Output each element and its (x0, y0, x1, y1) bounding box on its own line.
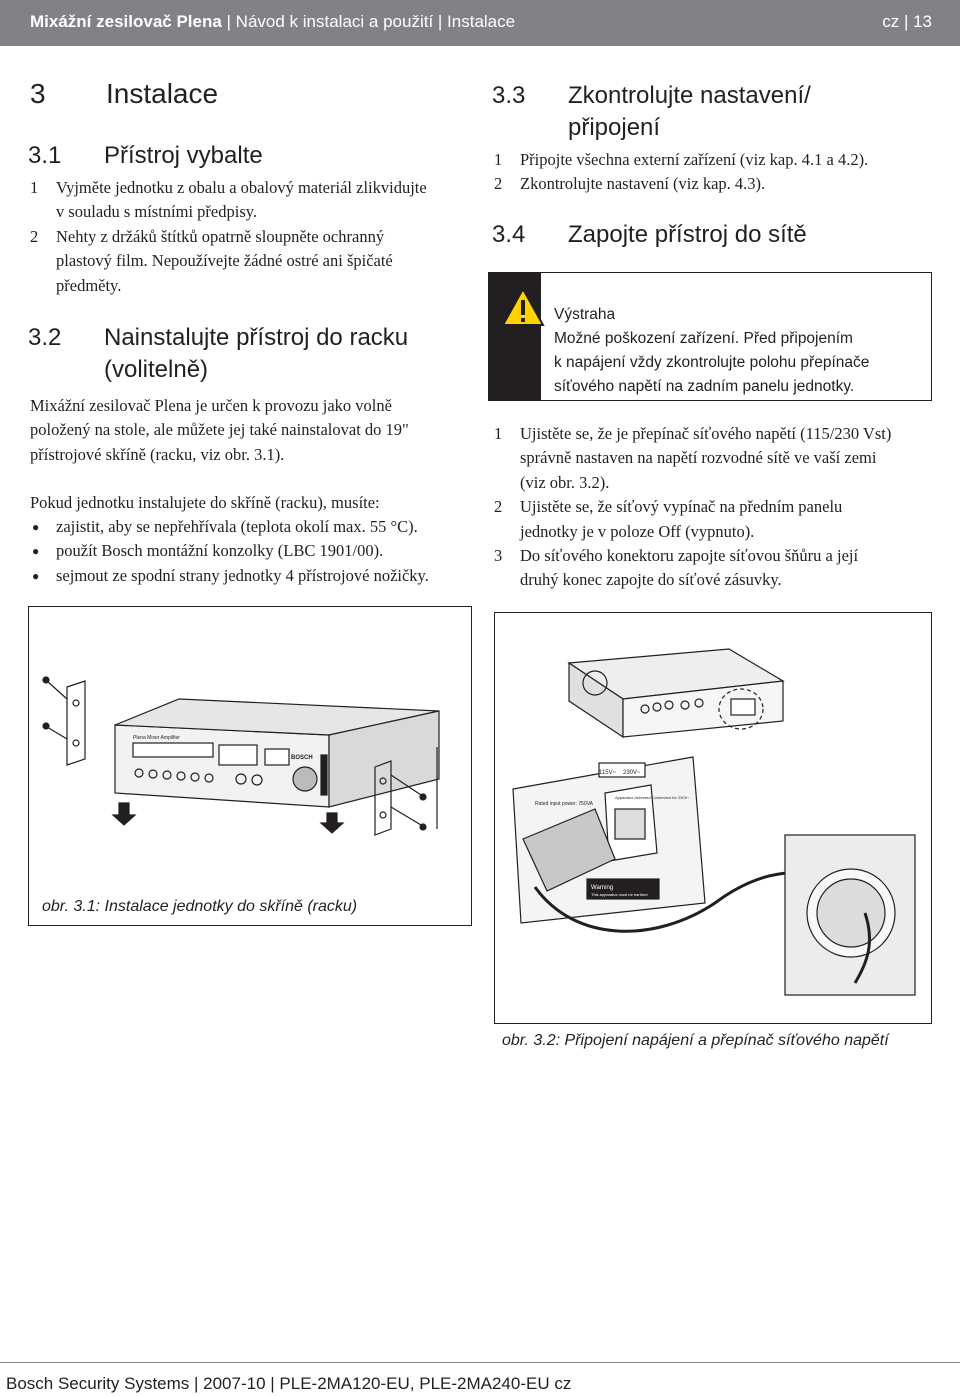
section-3-4-steps (494, 422, 939, 593)
section-3-number: 3 (30, 78, 46, 109)
figure-3-1 (28, 606, 472, 926)
step-line: druhý konec zapojte do síťové zásuvky. (520, 570, 782, 590)
section-3-4-heading (492, 219, 932, 251)
list-item (30, 564, 475, 588)
list-item (30, 176, 470, 225)
warning-line: Možné poškození zařízení. Před připojením (554, 330, 853, 347)
step-line: v souladu s místními předpisy. (56, 202, 258, 222)
header-page (882, 12, 932, 32)
section-3-2-bullets (30, 515, 475, 588)
figure-3-2-caption: obr. 3.2: Připojení napájení a přepínač síťového napětí (502, 1032, 889, 1049)
step-line: předměty. (56, 275, 122, 295)
section-3-3-heading (492, 80, 932, 146)
section-3-2-title-line2: (volitelně) (104, 356, 209, 383)
section-3-2-intro (30, 394, 470, 467)
section-3-2-requirement: Pokud jednotku instalujete do skříně (racku), musíte: (30, 493, 380, 512)
page-header (0, 0, 960, 46)
list-item (494, 495, 939, 544)
step-number: 1 (494, 150, 503, 169)
bullet-text: zajistit, aby se nepřehřívala (teplota okolí max. 55 °C). (56, 517, 418, 536)
section-3-4-title: Zapojte přístroj do sítě (568, 221, 807, 248)
bullet-dot: ● (32, 568, 40, 583)
section-3-3-title-line2: připojení (568, 114, 661, 141)
step-line: Do síťového konektoru zapojte síťovou šňůru a její (520, 546, 859, 566)
list-item (494, 544, 939, 593)
section-3-2-number: 3.2 (28, 324, 62, 351)
section-3-heading (30, 78, 430, 114)
warning-text (554, 303, 869, 399)
warning-line: k napájení vždy zkontrolujte polohu přepínače (554, 354, 870, 371)
section-3-3-title-line1: Zkontrolujte nastavení/ (568, 82, 811, 109)
figure-3-1-caption: obr. 3.1: Instalace jednotky do skříně (racku) (42, 898, 358, 915)
section-3-1-heading (28, 140, 458, 172)
section-3-2-title (104, 322, 408, 386)
warning-sub-label: This apparatus must be earthed (591, 892, 648, 897)
step-line: správně nastaven na napětí rozvodné sítě ve vaší zemi (520, 448, 877, 468)
section-3-1-number: 3.1 (28, 142, 62, 169)
voltage-115-label: 115V~ (599, 770, 617, 776)
step-line: Nehty z držáků štítků opatrně sloupněte ochranný (56, 226, 385, 246)
section-3-1-title: Přístroj vybalte (104, 142, 263, 169)
warning-label: Warning (591, 885, 614, 891)
step-number: 2 (494, 174, 503, 194)
step-number: 1 (30, 178, 39, 197)
list-item (494, 148, 934, 172)
step-line: plastový film. Nepoužívejte žádné ostré ani špičaté (56, 251, 393, 271)
step-number: 1 (494, 424, 503, 443)
section-3-3-number: 3.3 (492, 82, 526, 109)
figure-3-2 (494, 612, 932, 1024)
page-footer: Bosch Security Systems | 2007-10 | PLE-2MA120-EU, PLE-2MA240-EU cz (6, 1374, 572, 1393)
step-line: Vyjměte jednotku z obalu a obalový materiál zlikvidujte (56, 178, 427, 197)
list-item (30, 515, 475, 539)
step-line: Ujistěte se, že síťový vypínač na předním panelu (520, 497, 843, 517)
section-3-2-title-line1: Nainstalujte přístroj do racku (104, 324, 409, 351)
footer-divider (0, 1362, 960, 1363)
section-3-title: Instalace (106, 78, 219, 109)
bullet-text: sejmout ze spodní strany jednotky 4 přístrojové nožičky. (56, 565, 429, 585)
para-line: Mixážní zesilovač Plena je určen k provozu jako volně (30, 396, 392, 415)
section-3-1-steps (30, 176, 470, 298)
voltage-230-label: 230V~ (623, 770, 641, 776)
header-separator: | (903, 12, 914, 31)
list-item (494, 422, 939, 495)
device-label: Plena Mixer Amplifier (133, 735, 180, 741)
para-line: položený na stole, ale můžete jej také nainstalovat do 19" (30, 420, 409, 440)
warning-icon (501, 287, 545, 327)
section-3-4-number: 3.4 (492, 221, 526, 248)
para-line: přístrojové skříně (racku, viz obr. 3.1). (30, 444, 285, 464)
bullet-dot: ● (32, 520, 40, 534)
step-line: Ujistěte se, že je přepínač síťového napětí (115/230 Vst) (520, 424, 892, 443)
header-lang: cz (882, 12, 900, 31)
rack-install-illustration (29, 607, 471, 925)
header-title (30, 12, 515, 32)
section-3-3-title (568, 80, 811, 144)
warning-title: Výstraha (554, 306, 616, 323)
rated-input-label: Rated input power: 750VA (535, 801, 594, 807)
warning-box (488, 272, 932, 401)
list-item (494, 172, 934, 196)
step-number: 3 (494, 546, 503, 566)
warning-line: síťového napětí na zadním panelu jednotky. (554, 378, 855, 395)
bullet-dot: ● (32, 544, 40, 559)
header-page-number: 13 (913, 12, 932, 31)
section-3-2-heading (28, 322, 468, 388)
header-breadcrumb: | Návod k instalaci a použití | Instalace (226, 12, 516, 31)
section-3-3-steps (494, 148, 934, 197)
header-product: Mixážní zesilovač Plena (30, 12, 222, 31)
step-text: Připojte všechna externí zařízení (viz kap. 4.1 a 4.2). (520, 150, 869, 169)
list-item (30, 539, 475, 563)
step-number: 2 (494, 497, 503, 517)
delivered-label: Apparatus delivered Connected for 230V~ (615, 795, 690, 800)
step-line: jednotky je v poloze Off (vypnuto). (520, 521, 755, 541)
step-text: Zkontrolujte nastavení (viz kap. 4.3). (520, 174, 766, 194)
step-line: (viz obr. 3.2). (520, 472, 610, 492)
power-connection-illustration (495, 613, 931, 1023)
list-item (30, 225, 470, 298)
brand-label: BOSCH (291, 755, 313, 761)
step-number: 2 (30, 226, 39, 246)
bullet-text: použít Bosch montážní konzolky (LBC 1901/00). (56, 541, 384, 561)
